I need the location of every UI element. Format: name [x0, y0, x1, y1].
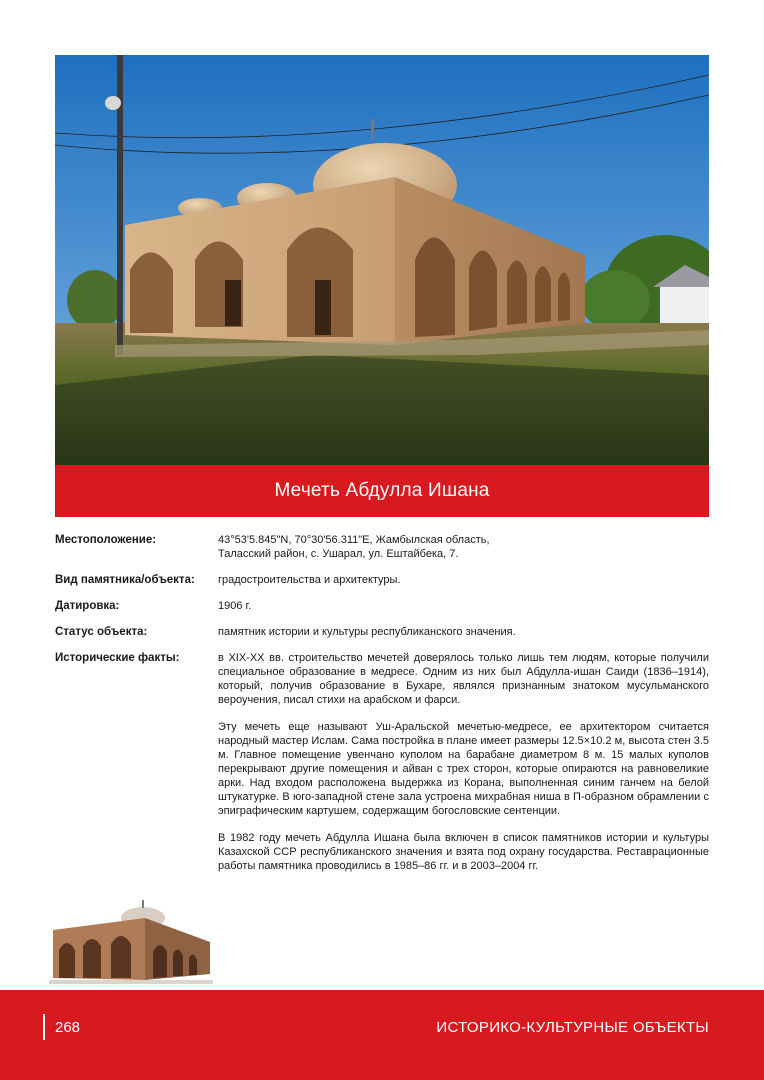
history-paragraph-2: Эту мечеть еще называют Уш-Аральской мечетью-медресе, ее архитектором считается народный мастер Ислам. Сама постройка в плане имеет размеры 12.5×10.2 м, высота стен 3.5 м. Главное помещение увенчано куполом на барабане диаметром 8 м. 15 малых куполов перекрывают другие помещения и айван с трех сторон, которые опираются на равновеликие арки. Над входом расположена выдержка из Корана, выполненная синим ганчем на белой штукатурке. В юго-западной стене зала устроена михрабная ниша в П-образном обрамлении с эпиграфическим картушем, содержащим богословские сентенции.	[218, 721, 709, 817]
field-value: памятник истории и культуры республиканского значения.	[218, 626, 516, 638]
field-location	[55, 533, 709, 561]
field-label: Статус объекта:	[55, 626, 148, 638]
monument-title: Мечеть Абдулла Ишана	[274, 480, 490, 501]
page-number: 268	[55, 1019, 81, 1036]
field-history	[55, 651, 709, 873]
section-title: ИСТОРИКО-КУЛЬТУРНЫЕ ОБЪЕКТЫ	[436, 1019, 709, 1036]
footer-bar	[0, 990, 764, 1080]
history-paragraph-3: В 1982 году мечеть Абдулла Ишана была включен в список памятников истории и культуры Казахской ССР республиканского значения и взята под охрану государства. Реставрационные работы памятника проводились в 1985–86 гг. и в 2003–2004 гг.	[218, 832, 709, 872]
field-value: градостроительства и архитектуры.	[218, 574, 401, 586]
field-value	[218, 533, 709, 561]
field-label: Исторические факты:	[55, 652, 180, 664]
field-type	[55, 573, 709, 587]
location-line-2: Таласский район, с. Ушарал, ул. Ештайбека, 7.	[218, 548, 459, 560]
history-paragraph-1: в XIX-XX вв. строительство мечетей доверялось только лишь тем людям, которые получили специальное образование в медресе. Одним из них был Абдулла-ишан Саиди (1836–1914), который, получив образование в Бухаре, являлся признанным знатоком мусульманского вероучения, писал стихи на арабском и фарси.	[218, 652, 709, 706]
footer-divider	[43, 1014, 45, 1040]
field-label: Местоположение:	[55, 534, 157, 546]
info-table	[55, 533, 709, 885]
title-banner	[55, 465, 709, 517]
field-label: Датировка:	[55, 600, 120, 612]
field-value: 1906 г.	[218, 600, 252, 612]
field-status	[55, 625, 709, 639]
field-value	[218, 651, 709, 873]
mosque-thumbnail	[45, 898, 215, 986]
field-label: Вид памятника/объекта:	[55, 574, 195, 586]
field-dating	[55, 599, 709, 613]
location-line-1: 43°53'5.845"N, 70°30'56.311"E, Жамбылская область,	[218, 534, 490, 546]
mosque-photo	[55, 55, 709, 465]
